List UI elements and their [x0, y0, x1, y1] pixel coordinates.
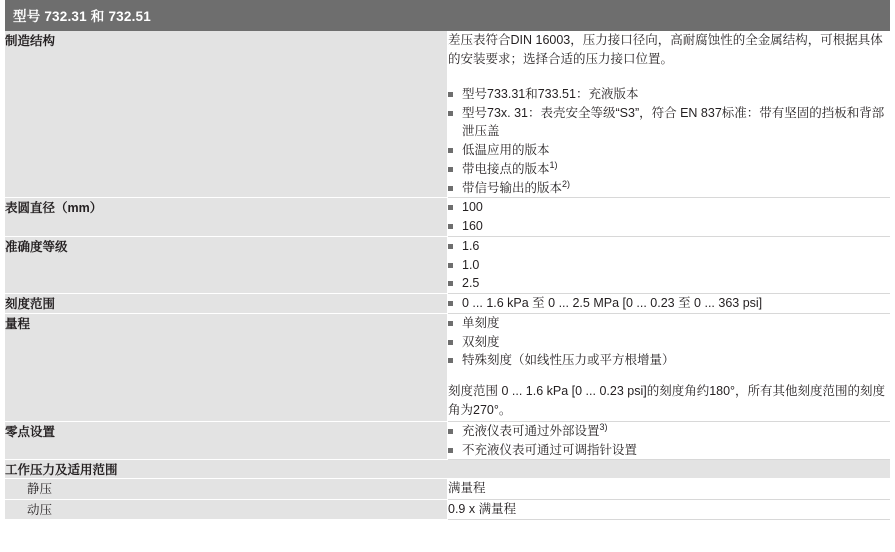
- table-row: [5, 294, 890, 314]
- table-row: [5, 479, 890, 499]
- list-item: 型号733.31和733.51：充液版本: [448, 85, 890, 104]
- table-row: [5, 499, 890, 519]
- row-label: 制造结构: [5, 31, 448, 198]
- list-item: 特殊刻度（如线性压力或平方根增量）: [448, 351, 890, 370]
- row-label: 静压: [5, 479, 448, 499]
- specification-table: [5, 0, 890, 520]
- list-item: 不充液仪表可通过可调指针设置: [448, 441, 890, 460]
- list-item: 1.6: [448, 237, 890, 256]
- list-item: 带信号输出的版本$^{2)}$: [448, 179, 890, 198]
- row-label: 零点设置: [5, 421, 448, 460]
- list-item: 0 ... 1.6 kPa 至 0 ... 2.5 MPa [0 ... 0.23 至 0 ... 363 psi]: [448, 294, 890, 313]
- bullet-list: [448, 237, 890, 293]
- table-row: [5, 236, 890, 293]
- list-item: 1.0: [448, 256, 890, 275]
- table-row: [5, 31, 890, 198]
- row-value: [448, 294, 891, 314]
- list-item: 2.5: [448, 274, 890, 293]
- bullet-list: [448, 198, 890, 236]
- table-row: [5, 421, 890, 460]
- list-item: 双刻度: [448, 333, 890, 352]
- list-item: 100: [448, 198, 890, 217]
- bullet-list: [448, 422, 890, 460]
- row-value: 满量程: [448, 479, 891, 499]
- bullet-list: [448, 85, 890, 198]
- row-label: 刻度范围: [5, 294, 448, 314]
- table-row: [5, 313, 890, 421]
- list-item: 160: [448, 217, 890, 236]
- row-label: 动压: [5, 499, 448, 519]
- value-note: 刻度范围 0 ... 1.6 kPa [0 ... 0.23 psi]的刻度角约180°，所有其他刻度范围的刻度角为270°。: [448, 384, 886, 418]
- row-value: [448, 198, 891, 237]
- value-paragraph: 差压表符合DIN 16003，压力接口径向，高耐腐蚀性的全金属结构，可根据具体的安装要求；选择合适的压力接口位置。: [448, 33, 883, 67]
- row-value: [448, 236, 891, 293]
- section-band-row: [5, 460, 890, 479]
- table-header-row: [5, 0, 890, 31]
- list-item: 型号73x. 31：表壳安全等级“S3”，符合 EN 837标准：带有坚固的挡板和背部泄压盖: [448, 104, 890, 142]
- table-row: [5, 198, 890, 237]
- table-title: 型号 732.31 和 732.51: [5, 0, 890, 31]
- list-item: 单刻度: [448, 314, 890, 333]
- list-item: 带电接点的版本$^{1)}$: [448, 160, 890, 179]
- table-body: [5, 0, 890, 520]
- list-item: 低温应用的版本: [448, 141, 890, 160]
- row-value: 0.9 x 满量程: [448, 499, 891, 519]
- row-label: 准确度等级: [5, 236, 448, 293]
- row-value: [448, 31, 891, 198]
- bullet-list: [448, 314, 890, 370]
- list-item: 充液仪表可通过外部设置$^{3)}$: [448, 422, 890, 441]
- spacer: [448, 72, 890, 85]
- row-label: 表圆直径（mm）: [5, 198, 448, 237]
- row-label: 量程: [5, 313, 448, 421]
- bullet-list: [448, 294, 890, 313]
- row-value: [448, 421, 891, 460]
- section-band-title: 工作压力及适用范围: [5, 460, 890, 479]
- row-value: [448, 313, 891, 421]
